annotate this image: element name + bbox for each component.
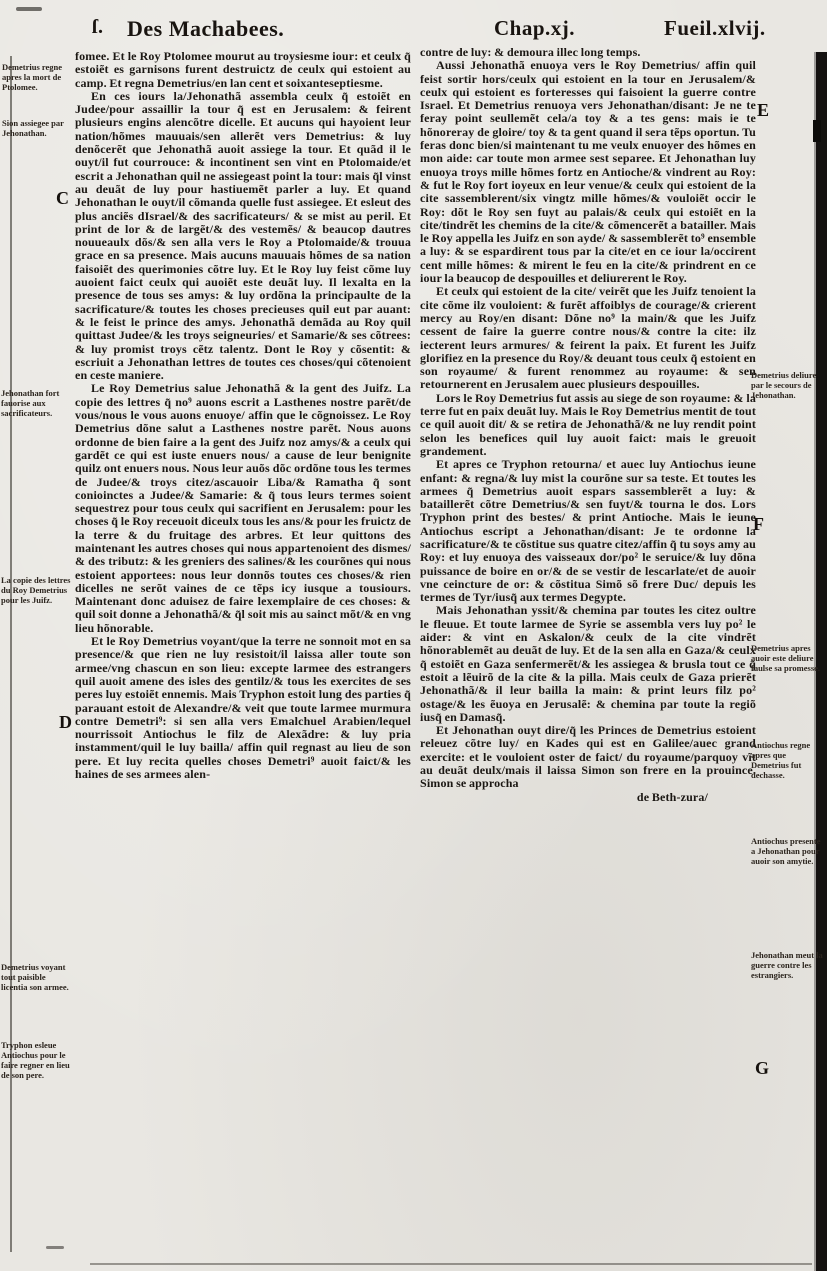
body-paragraph: fomee. Et le Roy Ptolomee mourut au troysiesme iour: et ceulx q̃ estoiẽt es garnisons furent destruictz de ceulx qui estoient au camp. Et regna Demetrius/en lan cent et soixanteseptiesme. [75,49,411,90]
body-paragraph: contre de luy: & demoura illec long temps. [420,45,641,59]
scan-edge-bottom [90,1263,812,1265]
body-paragraph: Mais Jehonathan yssit/& chemina par toutes les citez oultre le fleuue. Et toute larmee de Syrie se assembla vers luy po² le aider: & vint en Askalon/& ceulx de la cite vindrẽt hõnorablemẽt au deuãt de luy. Et de la sen alla en Gaza/& ceulx q̃ estoiẽt en Gaza senfermerẽt/& les assiegea & brusla tout ce q̃ estoit a lẽuirõ de la cite & la pilla. Mais ceulx de Gaza prierẽt Jehonathã/& il leur bailla la main: & print leurs filz po² ostage/& les ẽuoya en Jerusalẽ: & chemina par toute la regiõ iusq̃ en Damasq̃. [420,603,756,724]
margin-section-letter: C [56,188,69,208]
body-paragraph: Et apres ce Tryphon retourna/ et auec luy Antiochus ieune enfant: & regna/& luy mist la courõne sur sa teste. Et toutes les armees q̃ Demetrius auoit espars sassemblerẽt a luy: & bataillerẽt cõtre Demetrius/& sen fuyt/& tourna le dos. Lors Tryphon print des bestes/ & print Antioche. Mais le ieune Antiochus escript a Jehonathan/disant: Je te ordonne la sacrificature/& te cõstitue sus quatre citez/affin q̃ tu soys amy au Roy: et luy enuoya des vaisseaux dor/po² le seruice/& luy dõna puissance de boire en or/& de se vestir de lescarlate/et de auoir vne ceincture de or: & cõstitua Simõ sõ frere Duc/ depuis les termes de Tyr/iusq̃ aux termes Degypte. [420,457,756,605]
margin-note: Antiochus presente a Jehonathan pour auoir son amytie. [751,836,821,866]
header-signature-mark: ſ. [92,16,104,38]
margin-note: Jehonathan fort fauorise aux sacrificateurs. [1,388,60,418]
text-column-left [75,50,411,781]
scan-speck [16,7,42,11]
margin-note: Sion assiegee par Jehonathan. [2,118,64,138]
margin-note: Demetrius regne apres la mort de Ptolomee. [2,62,63,92]
body-paragraph: En ces iours la/Jehonathã assembla ceulx q̃ estoiẽt en Judee/pour assaillir la tour q̃ est en Jerusalem: & feirent plusieurs engins alencõtre dicelle. Et aucuns qui hayoient leur nation/hõmes mauuais/sen allerẽt vers Demetrius: & luy denõcerẽt que Jehonathã auoit assiege la tour. Et quãd il le ouyt/il fut courrouce: & incontinent sen vint en Ptolomaide/et escrit a Jehonathan quil ne assiegeast point la tour: mais q̃l vinst au deuãt de luy pour hastiuemẽt parler a luy. Et quand Jehonathan le ouyt/il cõmanda quelle fust assiegee. Et esleut des plus anciẽs dIsrael/& des sacrificateurs/ & se mist au peril. Et print de lor & de largẽt/& des vestemẽs/ & beaucop dautres nouueaulx dõs/& sen alla vers le Roy a Ptolomaide/& trouua grace en sa presence. Mais aucuns mauuais hõmes de sa nation faisoiẽt des querimonies cõtre luy. Et le Roy luy feist cõme luy auoient faict ceulx qui auoiẽt este deuãt luy. Il lexalta en la presence de tous ses amys: & luy ordõna la principaulte de la sacrificature/& toutes les choses precieuses quil eut par auant: & le feist le prince des amys. Jehonathã demãda au Roy quil quittast Judee/& les troys seigneuries/ et Samarie/& ses cõtrees: & luy promist troys cẽtz talentz. Dont le Roy y cõsentit: & escriuit a Jehonathan lettres de toutes ces choses/qui cõtenoient en ceste maniere. [75,88,411,383]
catchword: de Beth-zura/ [636,789,708,804]
body-paragraph: Et ceulx qui estoient de la cite/ veirẽt que les Juifz tenoient la cite cõme ilz vouloient: & furẽt affoiblys de courage/& crierent mercy au Roy/en disant: Dõne no⁹ la main/& que les Juifz cessent de faire la guerre contre nous/& contre la cite: ilz iecterent leurs armures/ & feirent la paix. Et furent les Juifz glorifiez en la presence du Roy/& deuant tous ceulx q̃ estoient en son royaume/ & furent renommez au royaume: & sen retournerent en Jerusalem auec plusieurs despouilles. [420,284,756,392]
margin-note: Antiochus regne apres que Demetrius fut dechasse. [751,740,811,780]
margin-note: Demetrius apres auoir este deliure faulse sa promesse. [751,643,821,673]
body-paragraph: Le Roy Demetrius salue Jehonathã & la gent des Juifz. La copie des lettres q̃ no⁹ auons escrit a Lasthenes nostre parẽt/de vous/nous le vous auons enuoye/ affin que le cõgnoissez. Le Roy Demetrius dõne salut a Lasthenes nostre parẽt. Nous auons ordonne de bien faire a la gent des Juifz noz amys/& a ceulx qui gardẽt ce qui est iuste enuers nous/ a cause de leur benignite quilz ont enuers nous. Nous leur auõs dõc ordõne tous les termes de Judee/& troys citez/ascauoir Liba/& Ramatha q̃ sont conioinctes a Judee/& Samarie: & q̃ tous leurs termes soient sequestrez pour tous ceulx qui sacrifient en Jerusalem: pour les choses q̃ le Roy receuoit diceulx tous les ans/& pour les fruictz de la terre & du fruitage des arbres. Et leur quittons des maintenant les autres choses qui nous appartenoient des dismes/ & des tributz: & les greniers des salines/& les courõnes qui nous estoient apportees: nous leur donnõs toutes ces choses/& rien dicelles ne serõt vaines de ce tẽps icy iusque a tousiours. Maintenant donc aduisez de faire lexemplaire de ces choses: & quil soit donne a Jehonathã/& q̃l soit mis au sainct mõt/& en vng lieu hõnorable. [75,381,411,635]
body-paragraph: Aussi Jehonathã enuoya vers le Roy Demetrius/ affin quil feist sortir hors/ceulx qui estoient en la tour en Jerusalem/& ceulx qui estoient es forteresses qui faisoient la guerre contre Israel. Et Demetrius renuoya vers Jehonathan/disant: Je ne te feray point seullemẽt cela/a toy & a tes gens: mais ie te hõnoreray de gloire/ toy & ta gent quand il sera tẽps oportun. Tu feras donc bien/si maintenant tu me veulx enuoyer des hõmes en mon aide: car toute mon armee sest separee. Et Jehonathan luy enuoya troys mille hõmes fortz en Antioche/& vindrent au Roy: & fut le Roy fort ioyeux en leur venue/& ceulx qui estoient de la cite sassemblerent/six vingtz mille hõmes/& vouloiẽt occir le Roy: dõt le Roy sen fuyt au palais/& ceulx qui estoiẽt en la cite/tindrẽt les chemins de la cite/& cõmencerẽt a batailler. Mais le Roy appella les Juifz en son ayde/ & sassemblerẽt to⁹ ensemble a luy: & se espardirent tous par la cite/et en ce iour la/occirent cent mille hõmes: & mirent le feu en la cite/& prindrent en ce iour la beaucop de despouilles et deliurerent le Roy. [420,58,756,286]
margin-note: La copie des lettres du Roy Demetrius pour les Juifz. [1,575,71,605]
margin-section-letter: G [755,1058,770,1078]
header-chapter: Chap.xj. [494,16,576,40]
margin-note: Tryphon esleue Antiochus pour le faire regner en lieu de son pere. [1,1040,70,1080]
scan-speck [46,1246,64,1249]
margin-section-letter: D [59,712,72,732]
text-column-right [420,46,756,804]
margin-section-letter: F [753,514,764,534]
header-folio-number: Fueil.xlvij. [664,16,766,40]
header-book-title: Des Machabees. [127,16,285,41]
body-paragraph: Et Jehonathan ouyt dire/q̃ les Princes de Demetrius estoient releuez cõtre luy/ en Kades qui est en Galilee/auec grand exercite: et le vouloient oster de faict/ du royaume/parquoy vĩt au deuãt deulx/mais il laissa Simon son frere en la prouince. Simon se approcha [420,723,756,791]
margin-note: Jehonathan meut la guerre contre les estrangiers. [751,950,823,980]
margin-note: Demetrius voyant tout paisible licentia son armee. [1,962,69,992]
margin-section-letter: E [757,100,770,120]
body-paragraph: Et le Roy Demetrius voyant/que la terre ne sonnoit mot en sa presence/& que rien ne luy resistoit/il laissa aller toute son armee/vng chascun en son lieu: excepte larmee des estrangers quil auoit amene des isles des gentilz/& tous les exercites de ses peres luy estoiẽt ennemis. Mais Tryphon estoit lung des parties q̃ parauant estoit de Alexandre/& veit que toute larmee murmura contre Demetri⁹: si sen alla vers Emalchuel Arabien/lequel nourrissoit Antiochus le filz de Alexãdre: & luy pria instamment/quil le luy bailla/ affin quil regnast au lieu de son pere. Et luy recita quelles choses Demetri⁹ auoit faict/& les haines de ses armees alen- [75,634,411,782]
margin-note: Demetrius deliure par le secours de Jehonathan. [751,370,817,400]
body-paragraph: Lors le Roy Demetrius fut assis au siege de son royaume: & la terre fut en paix deuãt luy. Mais le Roy Demetrius mentit de tout ce quil auoit dit/ & se retira de Jehonathã/& ne luy rendit point selon les benefices quil luy auoit faict: mais le greuoit grandement. [420,390,756,458]
scan-speck [813,120,821,142]
